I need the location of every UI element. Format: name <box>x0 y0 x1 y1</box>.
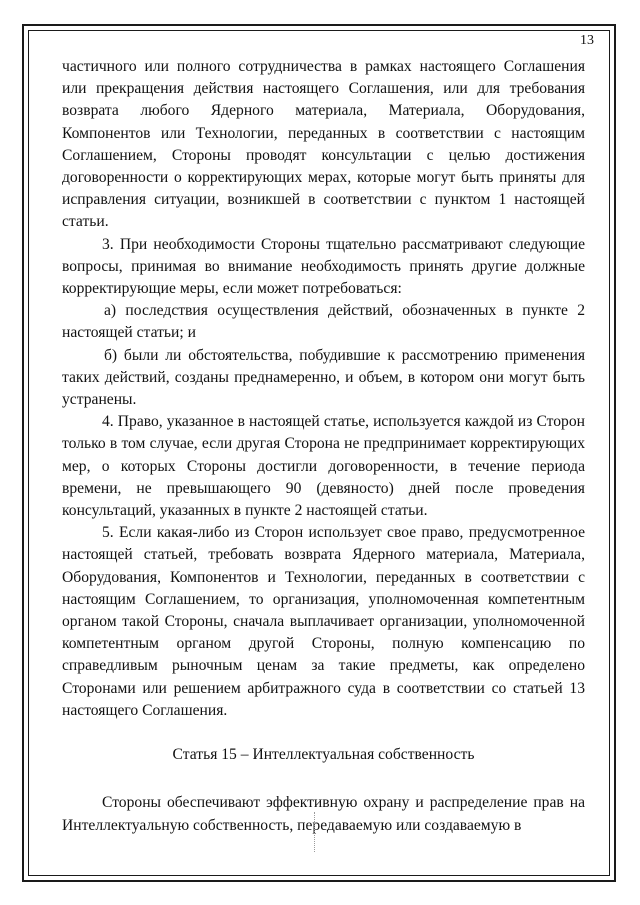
paragraph-3a: а) последствия осуществления действий, обозначенных в пункте 2 настоящей статьи; и <box>62 302 585 342</box>
paragraph-3: 3. При необходимости Стороны тщательно рассматривают следующие вопросы, принимая во внимание необходимость принять другие должные корректирующие меры, если может потребоваться: <box>62 235 585 298</box>
paragraph-3b: б) были ли обстоятельства, побудившие к рассмотрению применения таких действий, созданы преднамеренно, и объем, в котором они могут быть устранены. <box>62 346 585 409</box>
article-heading: Статья 15 – Интеллектуальная собственность <box>172 746 475 764</box>
paragraph-continued: частичного или полного сотрудничества в рамках настоящего Соглашения или прекращения действия настоящего Соглашения, или для требования возврата любого Ядерного материала, Материала, Оборудования, Компонентов или Технологии, переданных в соответствии с настоящим Соглашением, Стороны проводят консультации с целью достижения договоренности о корректирующих мерах, которые могут быть приняты для исправления ситуации, возникшей в соответствии с пунктом 1 настоящей статьи. <box>62 58 585 231</box>
page-number: 13 <box>580 33 594 48</box>
scan-mark <box>314 812 315 852</box>
paragraph-5: 5. Если какая-либо из Сторон использует свое право, предусмотренное настоящей статьей, требовать возврата Ядерного материала, Материала, Оборудования, Компонентов и Технологии, переданных в соответствии с настоящим Соглашением, то организация, уполномоченная компетентным органом такой Стороны, сначала выплачивает организации, уполномоченной компетентным органом другой Стороны, полную компенсацию по справедливым рыночным ценам за такие предметы, как определено Сторонами или решением арбитражного суда в соответствии со статьей 13 настоящего Соглашения. <box>62 524 585 719</box>
paragraph-article-15: Стороны обеспечивают эффективную охрану и распределение прав на Интеллектуальную собственность, передаваемую или создаваемую в <box>62 794 585 834</box>
document-body <box>62 56 585 837</box>
paragraph-4: 4. Право, указанное в настоящей статье, используется каждой из Сторон только в том случае, если другая Сторона не предпринимает корректирующих мер, о которых Стороны достигли договоренности, в течение периода времени, не превышающего 90 (девяносто) дней после проведения консультаций, указанных в пункте 2 настоящей статьи. <box>62 413 585 520</box>
